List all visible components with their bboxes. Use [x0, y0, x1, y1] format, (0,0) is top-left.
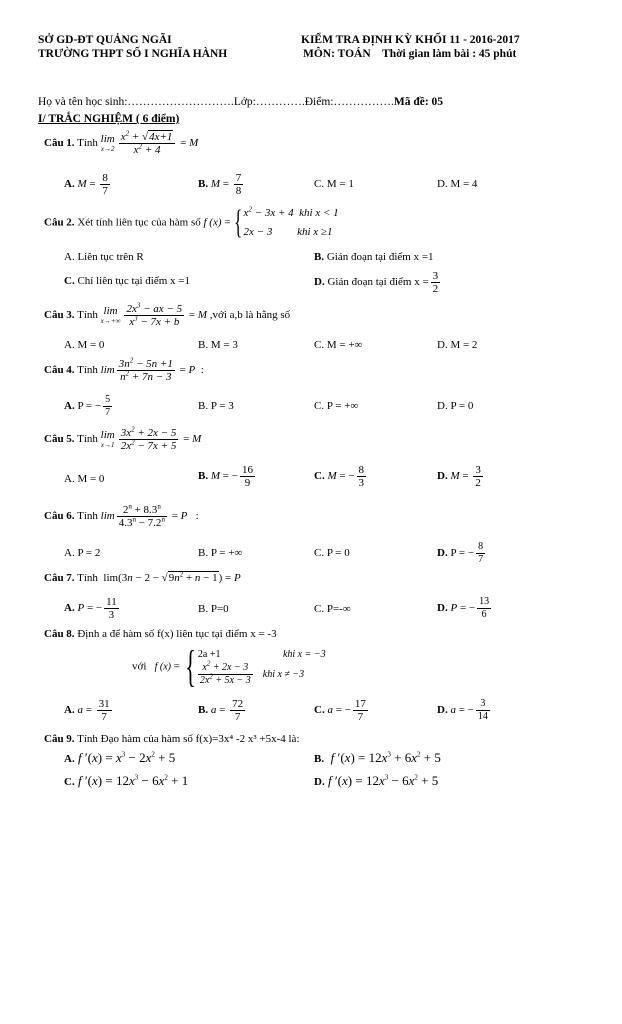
q4-option-b[interactable]: B. P = 3 [198, 400, 234, 412]
q8-option-b[interactable]: B. a = $\frac{72}{7}$ [198, 698, 244, 723]
q9-option-b[interactable]: B. f $'(x) = 12x^3 + 6x^2 + 5$ [314, 750, 441, 765]
q5-option-a[interactable]: A. M = 0 [64, 473, 105, 485]
q8-option-a[interactable]: A. a = $\frac{31}{7}$ [64, 698, 110, 723]
student-score: Điểm:……………. [304, 96, 394, 108]
exam-time: Thời gian làm bài : 45 phút [382, 48, 517, 60]
q5-option-d[interactable]: D. M = $\frac{3}{2}$ [437, 464, 481, 489]
q6-option-d[interactable]: D. P = − $\frac{8}{7}$ [437, 541, 484, 565]
q3-option-c[interactable]: C. M = +∞ [314, 339, 363, 351]
school-name: TRƯỜNG THPT SỐ I NGHĨA HÀNH [38, 48, 228, 60]
q7-option-c[interactable]: C. P=-∞ [314, 603, 351, 615]
exam-subject-time [303, 48, 516, 60]
q1-text: Tính [77, 137, 98, 150]
q9-option-c[interactable]: C. f $'(x) = 12x^3 - 6x^2 + 1$ [64, 773, 189, 788]
question-3: Câu 3. Tính lim x→+∞ $\frac{2x^3 - ax - 5}{x^3 - 7x + b}$ = M ,với a,b là hằng số [44, 301, 291, 328]
section-title: I/ TRẮC NGHIỆM ( 6 điểm) [38, 113, 180, 125]
q5-option-b[interactable]: B. M = − $\frac{16}{9}$ [198, 464, 253, 489]
q7-option-d[interactable]: D. P = − $\frac{13}{6}$ [437, 596, 490, 620]
question-8: Câu 8. Định a để hàm số f(x) liên tục tại điểm x = -3 [44, 628, 277, 640]
exam-title: KIỂM TRA ĐỊNH KỲ KHỐI 11 - 2016-2017 [301, 34, 520, 46]
question-2: Câu 2. Xét tính liên tục của hàm số f (x) = { $x^2 - 3x + 4$ khi x < 1 2x − 3 khi x ≥1 [44, 204, 339, 241]
q3-option-a[interactable]: A. M = 0 [64, 339, 105, 351]
school-department: SỞ GD-ĐT QUẢNG NGÃI [38, 34, 172, 46]
student-info [38, 96, 443, 108]
q1-option-a[interactable]: A. M = $\frac{8}{7}$ [64, 172, 108, 197]
q6-option-a[interactable]: A. P = 2 [64, 547, 101, 559]
q4-option-d[interactable]: D. P = 0 [437, 400, 474, 412]
q2-option-a[interactable]: A. Liên tục trên R [64, 251, 144, 263]
q1-option-d[interactable]: D. M = 4 [437, 178, 478, 190]
q1-label: Câu 1. [44, 137, 75, 150]
q3-option-d[interactable]: D. M = 2 [437, 339, 478, 351]
student-name: Họ và tên học sinh:………………………. [38, 96, 234, 108]
q2-option-d[interactable]: D. Gián đoạn tại điểm x = $\frac{3}{2}$ [314, 270, 439, 295]
question-4: Câu 4. Tính lim $\frac{3n^2 - 5n +1}{n^2 + 7n - 3}$ = P : [44, 356, 204, 383]
question-9: Câu 9. Tính Đạo hàm của hàm số f(x)=3x⁴ -2 x³ +5x-4 là: [44, 733, 300, 745]
q3-option-b[interactable]: B. M = 3 [198, 339, 238, 351]
q1-option-c[interactable]: C. M = 1 [314, 178, 354, 190]
q4-option-c[interactable]: C. P = +∞ [314, 400, 359, 412]
q6-option-b[interactable]: B. P = +∞ [198, 547, 243, 559]
question-7: Câu 7. Tính $\lim(3n - 2 - √9n^2 + n - 1) = P$ [44, 570, 241, 584]
exam-subject: MÔN: TOÁN [303, 48, 371, 60]
q8-function: với f (x) = { 2a +1 khi x = −3 $\frac{x^2 + 2x - 3}{2x^2 + 5x - 3}$ khi x ≠ −3 [132, 642, 326, 691]
q7-option-b[interactable]: B. P=0 [198, 603, 229, 615]
q9-option-a[interactable]: A. f $'(x) = x^3 - 2x^2 + 5$ [64, 750, 176, 765]
q6-option-c[interactable]: C. P = 0 [314, 547, 350, 559]
q2-option-c[interactable]: C. Chỉ liên tục tại điểm x =1 [64, 275, 190, 287]
exam-code: Mã đề: 05 [393, 96, 444, 108]
question-5: Câu 5. Tính lim x→1 $\frac{3x^2 + 2x - 5}{2x^2 - 7x + 5}$ = M [44, 425, 202, 452]
q2-option-b[interactable]: B. Gián đoạn tại điểm x =1 [314, 251, 434, 263]
q4-option-a[interactable]: A. P = − $\frac{5}{7}$ [64, 394, 111, 418]
q5-option-c[interactable]: C. M = − $\frac{8}{3}$ [314, 464, 365, 489]
q8-option-d[interactable]: D. a = − $\frac{3}{14}$ [437, 698, 488, 722]
student-class: Lớp:…………. [233, 96, 305, 108]
q8-option-c[interactable]: C. a = − $\frac{17}{7}$ [314, 698, 366, 723]
q7-option-a[interactable]: A. P = − $\frac{11}{3}$ [64, 596, 117, 621]
q9-option-d[interactable]: D. f $'(x) = 12x^3 - 6x^2 + 5$ [314, 773, 439, 788]
q1-option-b[interactable]: B. M = $\frac{7}{8}$ [198, 172, 242, 197]
question-1: Câu 1. Tính lim x→2 $\frac{x^2 + √4x+1}{x^2 + 4}$ = M [44, 129, 199, 156]
question-6: Câu 6. Tính lim $\frac{2^n + 8.3^n}{4.3^n - 7.2^n}$ = P : [44, 502, 199, 529]
